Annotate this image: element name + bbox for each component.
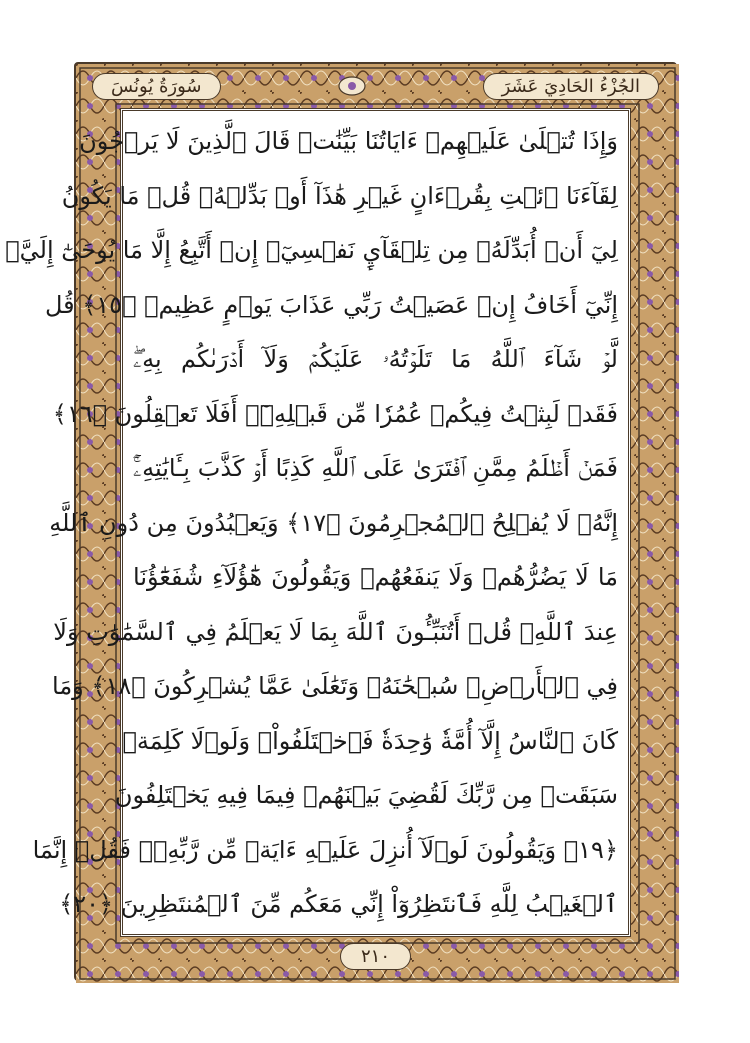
- header-medallion-icon: [338, 76, 366, 96]
- juz-label: الجُزْءُ الحَادِيَ عَشَرَ: [483, 73, 659, 100]
- page-footer: [76, 941, 675, 971]
- verse-line: فَمَنۡ أَظۡلَمُ مِمَّنِ ٱفۡتَرَىٰ عَلَى ٱللَّهِ كَذِبًا أَوۡ كَذَّبَ بِـَٔايَٰتِهِۦٓۚ: [133, 454, 618, 482]
- page-number: ٢١٠: [340, 943, 411, 970]
- verse-line: كَانَ ٱلنَّاسُ إِلَّآ أُمَّةٗ وَٰحِدَةٗ فَٱخۡتَلَفُواْۚ وَلَوۡلَا كَلِمَةٞ: [122, 726, 618, 755]
- verse-line: إِنَّهُۥ لَا يُفۡلِحُ ٱلۡمُجۡرِمُونَ ﴿١٧﴾ وَيَعۡبُدُونَ مِن دُونِ ٱللَّهِ: [49, 508, 618, 537]
- verse-line: إِنِّيٓ أَخَافُ إِنۡ عَصَيۡتُ رَبِّي عَذَابَ يَوۡمٍ عَظِيمٖ ﴿١٥﴾ قُل: [44, 290, 618, 319]
- page-header: [82, 70, 669, 102]
- verse-line: لَّوۡ شَآءَ ٱللَّهُ مَا تَلَوۡتُهُۥ عَلَيۡكُمۡ وَلَآ أَدۡرَىٰكُم بِهِۦۖ: [133, 345, 618, 373]
- surah-name-label: سُورَةُ يُونُسَ: [92, 73, 221, 100]
- verse-line: فَقَدۡ لَبِثۡتُ فِيكُمۡ عُمُرٗا مِّن قَبۡلِهِۦٓۚ أَفَلَا تَعۡقِلُونَ ﴿١٦﴾: [52, 399, 618, 428]
- verse-line: فِي ٱلۡأَرۡضِۚ سُبۡحَٰنَهُۥ وَتَعَٰلَىٰ عَمَّا يُشۡرِكُونَ ﴿١٨﴾ وَمَا: [52, 672, 618, 700]
- verse-text-area: [5, 119, 618, 926]
- verse-line: ﴿١٩﴾ وَيَقُولُونَ لَوۡلَآ أُنزِلَ عَلَيۡهِ ءَايَةٞ مِّن رَّبِّهِۦۖ فَقُلۡ إِنَّمَا: [32, 835, 618, 864]
- verse-line: مَا لَا يَضُرُّهُمۡ وَلَا يَنفَعُهُمۡ وَيَقُولُونَ هَٰٓؤُلَآءِ شُفَعَٰٓؤُنَا: [133, 563, 618, 591]
- verse-line: عِندَ ٱللَّهِۚ قُلۡ أَتُنَبِّـُٔونَ ٱللَّهَ بِمَا لَا يَعۡلَمُ فِي ٱلسَّمَٰوَٰتِ وَلَا: [53, 617, 618, 646]
- page-frame: [5, 62, 677, 981]
- text-panel: [5, 108, 631, 937]
- verse-line: لِقَآءَنَا ٱئۡتِ بِقُرۡءَانٍ غَيۡرِ هَٰذَآ أَوۡ بَدِّلۡهُۚ قُلۡ مَا يَكُونُ: [61, 181, 618, 210]
- verse-line: وَإِذَا تُتۡلَىٰ عَلَيۡهِمۡ ءَايَاتُنَا بَيِّنَٰتٖ قَالَ ٱلَّذِينَ لَا يَرۡجُونَ: [79, 127, 618, 155]
- verse-line: لِيٓ أَنۡ أُبَدِّلَهُۥ مِن تِلۡقَآيِٕ نَفۡسِيٓۖ إِنۡ أَتَّبِعُ إِلَّا مَا يُوحَىٰٓ إِلَيَّۖ: [5, 236, 618, 264]
- verse-line: ٱلۡغَيۡبُ لِلَّهِ فَٱنتَظِرُوٓاْ إِنِّي مَعَكُم مِّنَ ٱلۡمُنتَظِرِينَ ﴿٢٠﴾: [59, 890, 618, 918]
- verse-line: سَبَقَتۡ مِن رَّبِّكَ لَقُضِيَ بَيۡنَهُمۡ فِيمَا فِيهِ يَخۡتَلِفُونَ: [114, 781, 618, 809]
